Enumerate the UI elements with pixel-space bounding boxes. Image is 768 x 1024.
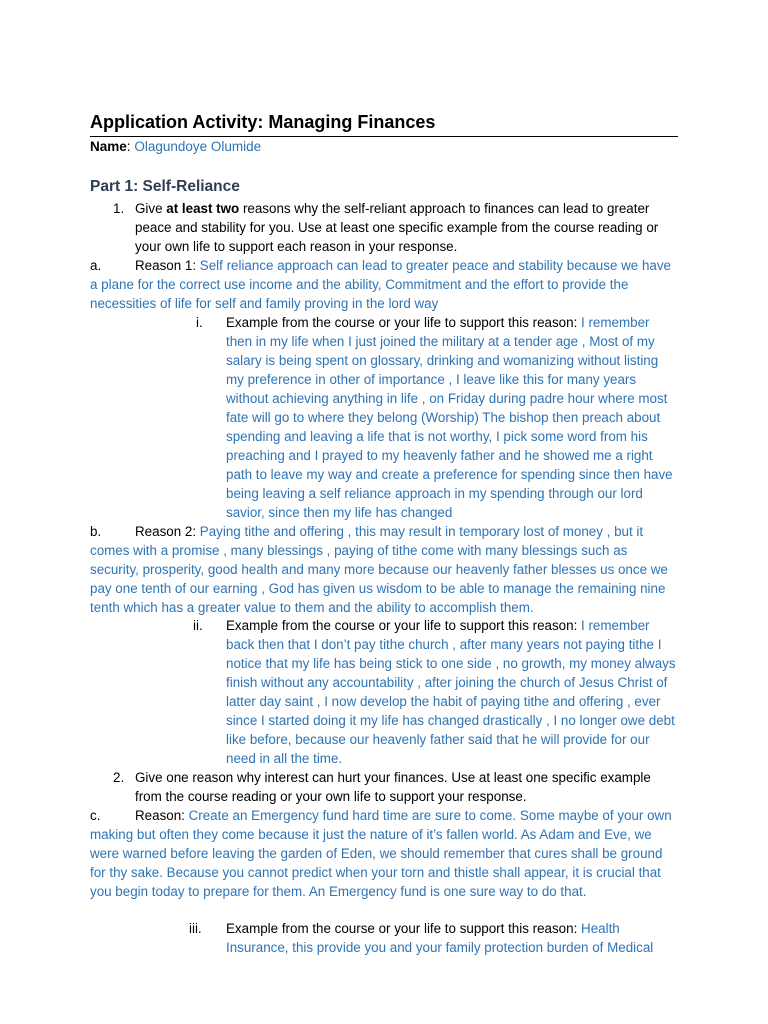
example-ii-answer: I remember back then that I don’t pay tithe church , after many years not paying tithe I notice that my life has being stick to one side , no growth, my money always finish without any accountability , after joining the church of Jesus Christ of latter day saint , I now develop the habit of paying tithe and offering , ever since I started doing it my life has changed drastically , I no longer owe debt like before, because our heavenly father said that he will provide for our need in all the time.	[226, 618, 676, 766]
question-1-emphasis: at least two	[166, 201, 240, 216]
example-ii-prompt: Example from the course or your life to support this reason:	[226, 618, 578, 633]
question-1-number: 1.	[113, 201, 125, 216]
reason-2-label: Reason 2:	[135, 524, 197, 539]
reason-3-paragraph	[90, 806, 678, 901]
name-label: Name	[90, 139, 127, 154]
example-i-answer: I remember then in my life when I just joined the military at a tender age , Most of my salary is being spent on glossary, drinking and womanizing without listing my preference in other of importance , I leave like this for many years without achieving anything in life , on Friday during padre hour where most fate will go to where they belong (Worship) The bishop then preach about spending and leaving a life that is not worthy, I pick some word from his preaching and I prayed to my heavenly father and he showed me a right path to leave my way and create a preference for spending since then have being leaving a self reliance approach in my spending through our lord savior, since then my life has changed	[226, 315, 673, 520]
question-2-text: Give one reason why interest can hurt your finances. Use at least one specific example from the course reading or your own life to support your response.	[135, 770, 651, 804]
name-line	[90, 137, 261, 156]
reason-2-paragraph	[90, 522, 678, 617]
example-iii-prompt: Example from the course or your life to support this reason:	[226, 921, 578, 936]
question-1-text: reasons why the self-reliant approach to finances can lead to greater peace and stability for you. Use at least one specific example from the course reading or your own life to support each reason in your response.	[135, 201, 659, 254]
example-ii-paragraph	[226, 616, 678, 768]
question-2-number: 2.	[113, 770, 125, 785]
question-1	[135, 199, 678, 256]
reason-2-answer: Paying tithe and offering , this may result in temporary lost of money , but it comes with a promise , many blessings , paying of tithe come with many blessings such as security, prosperity, good health and many more because our heavenly father blesses us once we pay one tenth of our earning , God has given us wisdom to be able to manage the remaining nine tenth which has a greater value to them and the ability to accomplish them.	[90, 524, 668, 615]
example-iii-answer: Health Insurance, this provide you and your family protection burden of Medical	[226, 921, 654, 955]
reason-1-paragraph	[90, 256, 678, 313]
reason-3-marker: c.	[90, 808, 101, 823]
reason-1-answer: Self reliance approach can lead to greater peace and stability because we have a plane for the correct use income and the ability, Commitment and the effort to provide the necessities of life for self and family proving in the lord way	[90, 258, 671, 311]
reason-1-label: Reason 1:	[135, 258, 197, 273]
document-title: Application Activity: Managing Finances	[90, 110, 678, 137]
example-i-prompt: Example from the course or your life to support this reason:	[226, 315, 578, 330]
reason-2-marker: b.	[90, 524, 102, 539]
part-1-heading: Part 1: Self-Reliance	[90, 178, 240, 195]
question-1-pre: Give	[135, 201, 163, 216]
example-i-marker: i.	[196, 315, 203, 330]
name-colon: :	[126, 139, 131, 154]
reason-3-label: Reason:	[135, 808, 185, 823]
example-iii-paragraph	[226, 919, 678, 957]
example-ii-marker: ii.	[193, 618, 203, 633]
name-value: Olagundoye Olumide	[134, 139, 262, 154]
example-i-paragraph	[226, 313, 678, 522]
reason-1-marker: a.	[90, 258, 102, 273]
reason-3-answer: Create an Emergency fund hard time are sure to come. Some maybe of your own making but often they come because it just the nature of it’s fallen world. As Adam and Eve, we were warned before leaving the garden of Eden, we should remember that cures shall be ground for thy sake. Because you cannot predict when your torn and thistle shall appear, it is crucial that you begin today to prepare for them. An Emergency fund is one sure way to do that.	[90, 808, 672, 899]
example-iii-marker: iii.	[189, 921, 202, 936]
